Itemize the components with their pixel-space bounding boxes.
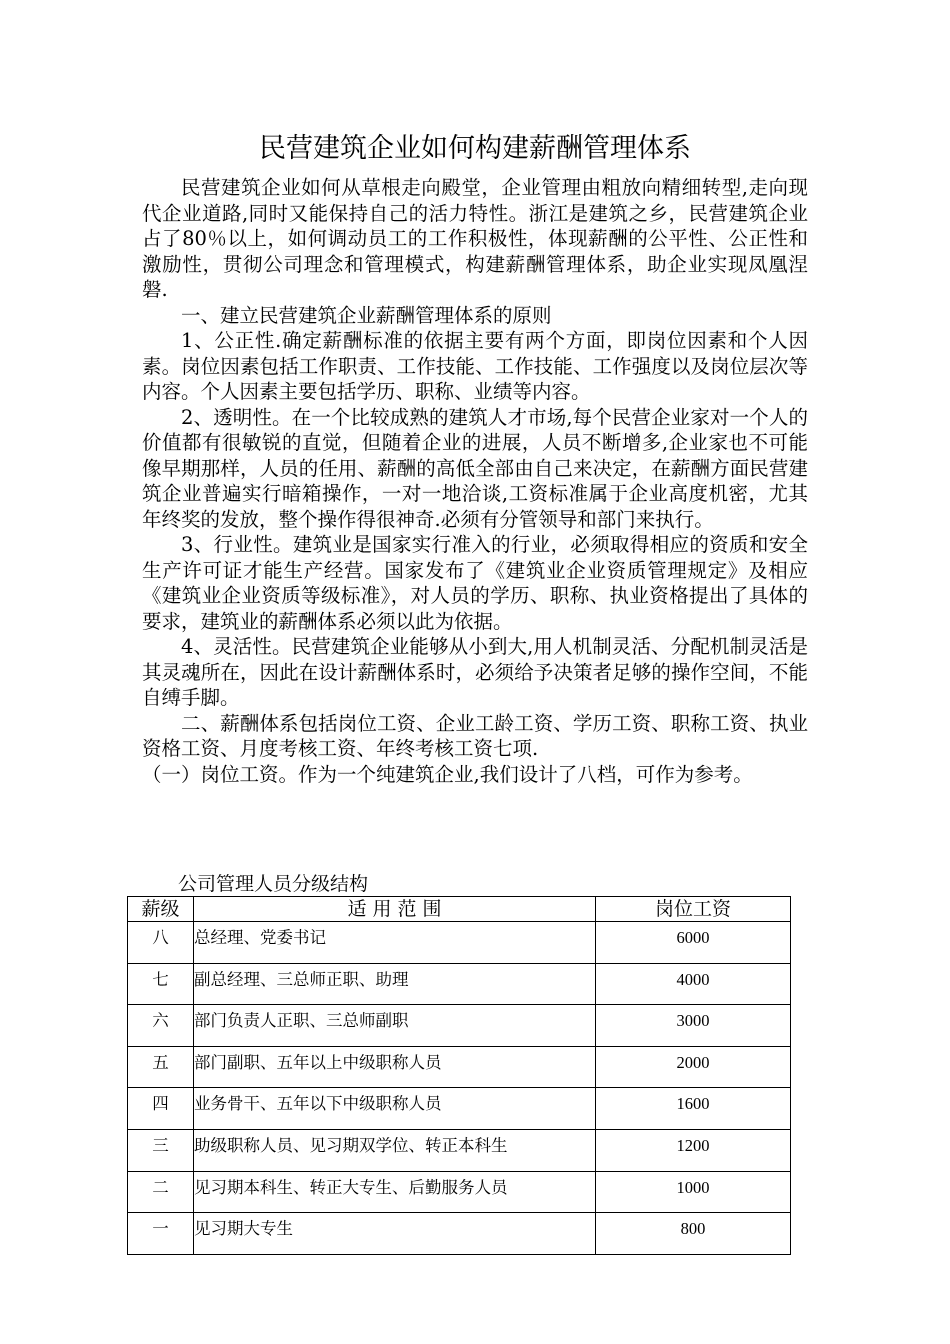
scope-cell: 见习期本科生、转正大专生、后勤服务人员 [194,1171,596,1213]
scope-cell: 部门副职、五年以上中级职称人员 [194,1046,596,1088]
header-wage: 岗位工资 [596,897,791,922]
table-row [128,1088,791,1130]
scope-cell: 业务骨干、五年以下中级职称人员 [194,1088,596,1130]
wage-cell: 800 [596,1213,791,1255]
table-caption: 公司管理人员分级结构 [178,873,369,895]
wage-cell: 1200 [596,1129,791,1171]
paragraph-fairness: 1、公正性.确定薪酬标准的依据主要有两个方面，即岗位因素和个人因素。岗位因素包括工作职责、工作技能、工作技能、工作强度以及岗位层次等内容。个人因素主要包括学历、职称、业绩等内容。 [142,329,808,403]
grade-cell: 四 [128,1088,194,1130]
section-heading-salary-system: 二、薪酬体系包括岗位工资、企业工龄工资、学历工资、职称工资、执业资格工资、月度考核工资、年终考核工资七项. [142,711,808,760]
table-row [128,1129,791,1171]
paragraph-industry: 3、行业性。建筑业是国家实行准入的行业，必须取得相应的资质和安全生产许可证才能生产经营。国家发布了《建筑业企业资质管理规定》及相应《建筑业企业资质等级标准》，对人员的学历、职称、执业资格提出了具体的要求，建筑业的薪酬体系必须以此为依据。 [142,533,808,633]
grade-cell: 二 [128,1171,194,1213]
scope-cell: 部门负责人正职、三总师副职 [194,1005,596,1047]
paragraph-flexibility: 4、灵活性。民营建筑企业能够从小到大,用人机制灵活、分配机制灵活是其灵魂所在，因此在设计薪酬体系时，必须给予决策者足够的操作空间，不能自缚手脚。 [142,635,808,709]
header-scope: 适 用 范 围 [194,897,596,922]
paragraph-position-wage: （一）岗位工资。作为一个纯建筑企业,我们设计了八档，可作为参考。 [142,762,753,786]
scope-cell: 助级职称人员、见习期双学位、转正本科生 [194,1129,596,1171]
grade-cell: 八 [128,922,194,964]
table-row [128,1005,791,1047]
table-row [128,922,791,964]
wage-cell: 1600 [596,1088,791,1130]
table-header-row [128,897,791,922]
scope-cell: 副总经理、三总师正职、助理 [194,963,596,1005]
wage-cell: 3000 [596,1005,791,1047]
document-title: 民营建筑企业如何构建薪酬管理体系 [259,133,691,164]
section-heading-principles: 一、建立民营建筑企业薪酬管理体系的原则 [181,303,552,327]
wage-cell: 6000 [596,922,791,964]
grade-cell: 一 [128,1213,194,1255]
wage-cell: 2000 [596,1046,791,1088]
table-row [128,1213,791,1255]
grade-cell: 三 [128,1129,194,1171]
table-row [128,963,791,1005]
grade-cell: 七 [128,963,194,1005]
grade-cell: 六 [128,1005,194,1047]
document-body [142,175,808,787]
scope-cell: 见习期大专生 [194,1213,596,1255]
table-row [128,1046,791,1088]
wage-cell: 1000 [596,1171,791,1213]
salary-grade-table [127,896,791,1255]
table-row [128,1171,791,1213]
scope-cell: 总经理、党委书记 [194,922,596,964]
grade-cell: 五 [128,1046,194,1088]
paragraph-transparency: 2、透明性。在一个比较成熟的建筑人才市场,每个民营企业家对一个人的价值都有很敏锐的直觉，但随着企业的进展，人员不断增多,企业家也不可能像早期那样，人员的任用、薪酬的高低全部由自己来决定，在薪酬方面民营建筑企业普遍实行暗箱操作，一对一地洽谈,工资标准属于企业高度机密，尤其年终奖的发放，整个操作得很神奇.必须有分管领导和部门来执行。 [142,405,808,531]
wage-cell: 4000 [596,963,791,1005]
paragraph-intro: 民营建筑企业如何从草根走向殿堂，企业管理由粗放向精细转型,走向现代企业道路,同时又能保持自己的活力特性。浙江是建筑之乡，民营建筑企业占了80％以上，如何调动员工的工作积极性，体现薪酬的公平性、公正性和激励性，贯彻公司理念和管理模式，构建薪酬管理体系，助企业实现凤凰涅磐. [142,176,808,301]
header-grade: 薪级 [128,897,194,922]
